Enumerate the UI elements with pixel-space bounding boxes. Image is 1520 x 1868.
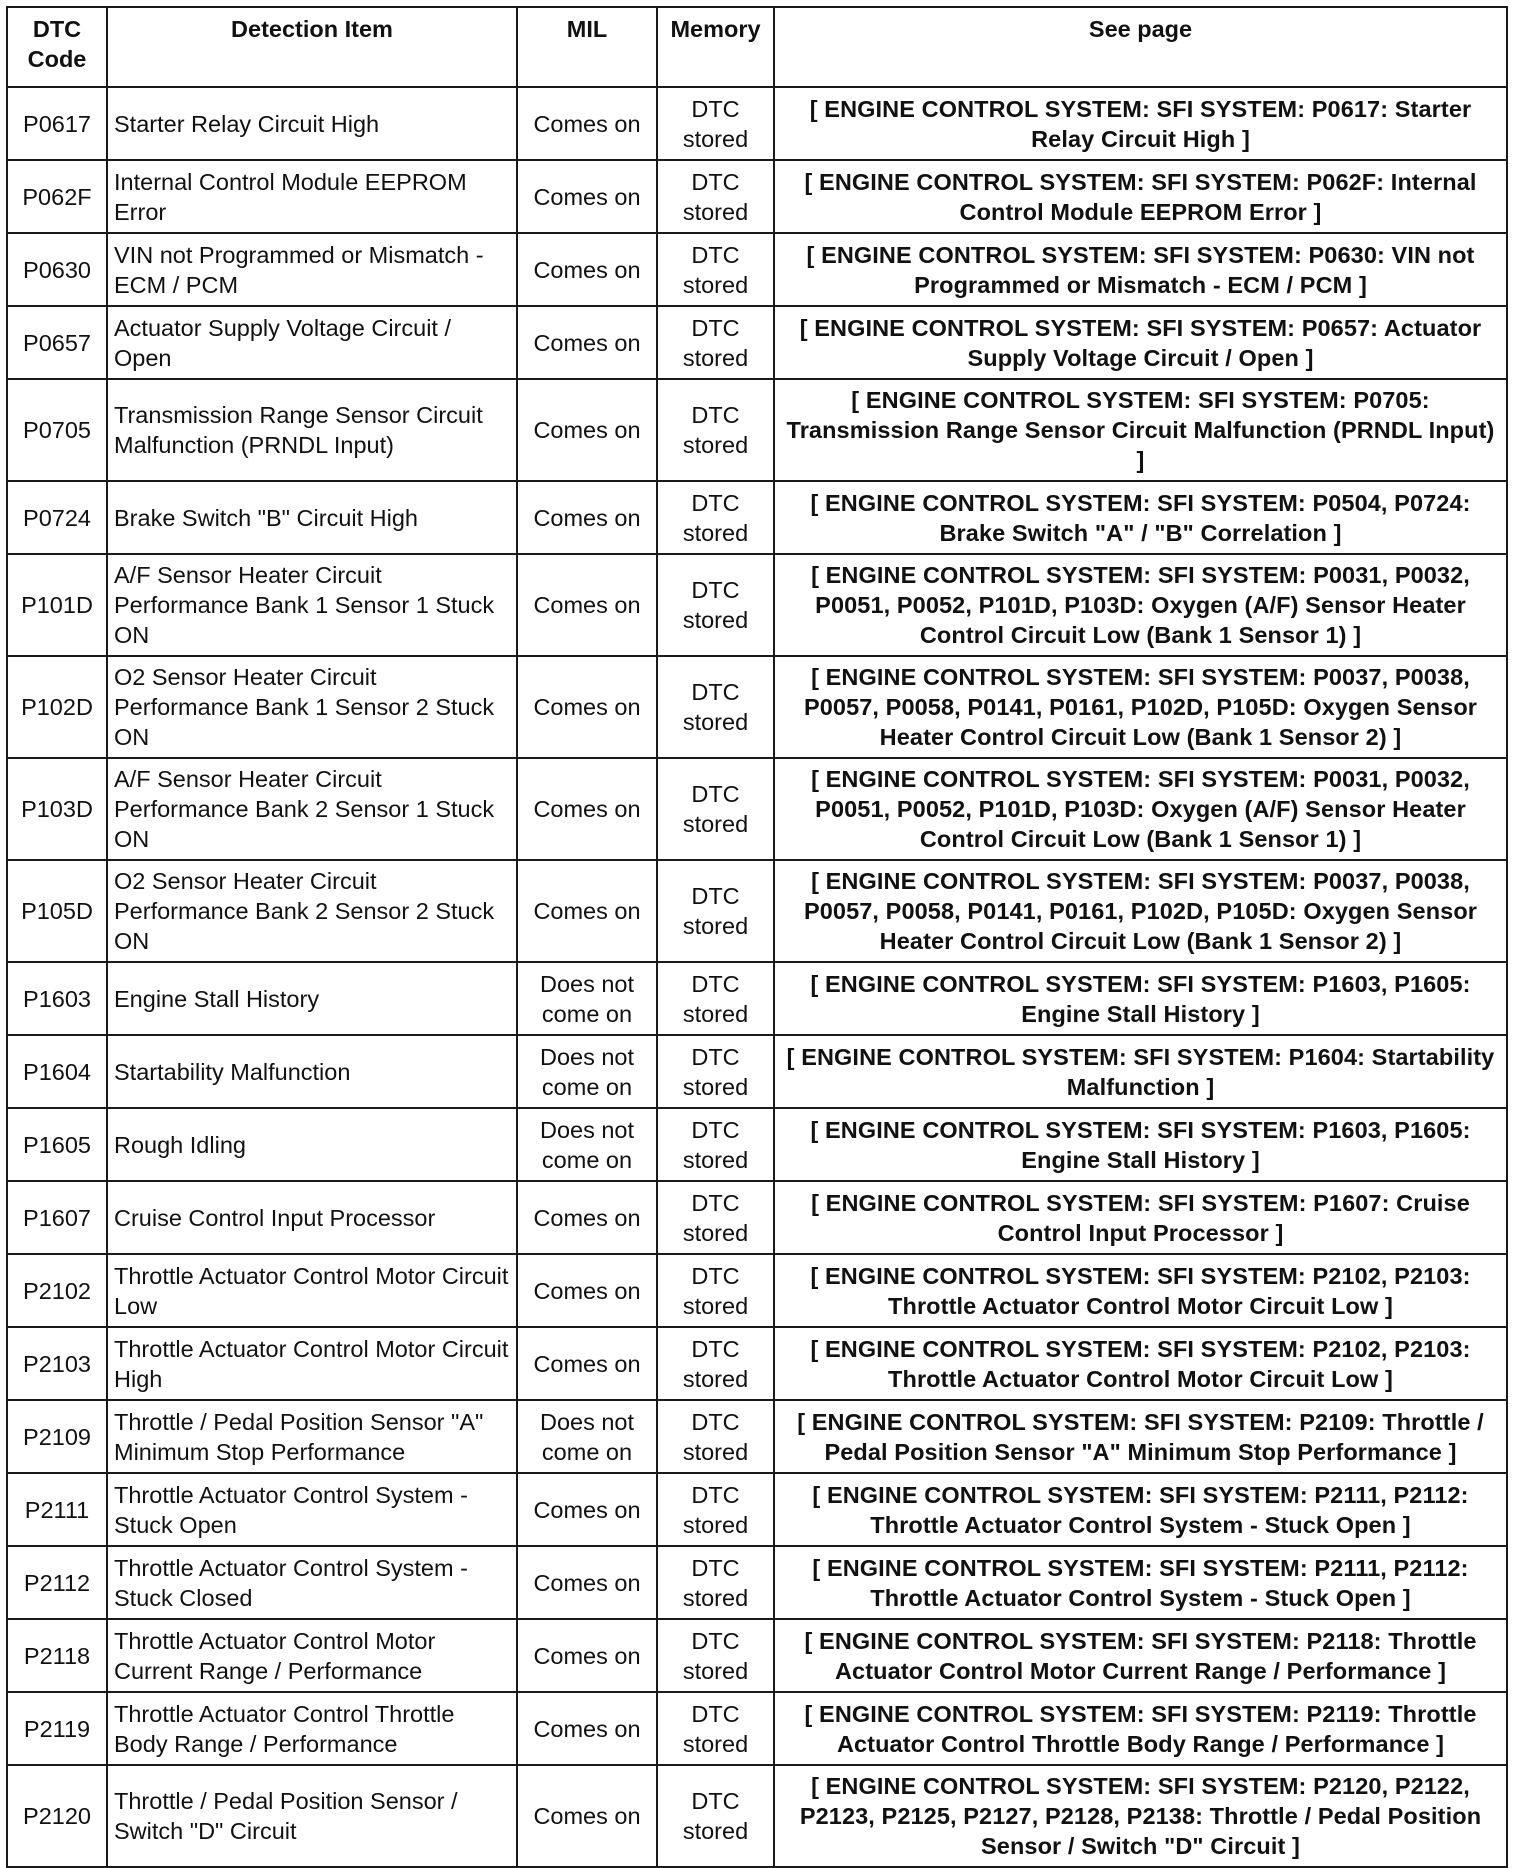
memory-cell: DTC stored [657,656,774,758]
table-row [7,306,1507,379]
table-row [7,1400,1507,1473]
memory-cell: DTC stored [657,554,774,656]
detection-item-cell: Startability Malfunction [107,1035,517,1108]
mil-cell: Does not come on [517,1400,657,1473]
header-mil: MIL [517,7,657,87]
memory-cell: DTC stored [657,1619,774,1692]
see-page-link[interactable]: [ ENGINE CONTROL SYSTEM: SFI SYSTEM: P0031, P0032, P0051, P0052, P101D, P103D: Oxygen (A/F) Sensor Heater Control Circuit Low (Bank 1 Sensor 1) ] [774,758,1507,860]
detection-item-cell: Throttle / Pedal Position Sensor "A" Minimum Stop Performance [107,1400,517,1473]
header-detection-item: Detection Item [107,7,517,87]
dtc-code-cell: P101D [7,554,107,656]
memory-cell: DTC stored [657,1108,774,1181]
see-page-link[interactable]: [ ENGINE CONTROL SYSTEM: SFI SYSTEM: P0504, P0724: Brake Switch "A" / "B" Correlation ] [774,481,1507,554]
dtc-code-cell: P062F [7,160,107,233]
detection-item-cell: VIN not Programmed or Mismatch - ECM / PCM [107,233,517,306]
dtc-code-cell: P102D [7,656,107,758]
mil-cell: Comes on [517,860,657,962]
table-row [7,554,1507,656]
see-page-link[interactable]: [ ENGINE CONTROL SYSTEM: SFI SYSTEM: P0037, P0038, P0057, P0058, P0141, P0161, P102D, P105D: Oxygen Sensor Heater Control Circuit Low (Bank 1 Sensor 2) ] [774,656,1507,758]
dtc-code-cell: P1603 [7,962,107,1035]
detection-item-cell: Throttle Actuator Control System - Stuck Open [107,1473,517,1546]
mil-cell: Comes on [517,1473,657,1546]
see-page-link[interactable]: [ ENGINE CONTROL SYSTEM: SFI SYSTEM: P1603, P1605: Engine Stall History ] [774,1108,1507,1181]
dtc-code-cell: P103D [7,758,107,860]
mil-cell: Comes on [517,1254,657,1327]
dtc-code-cell: P2119 [7,1692,107,1765]
dtc-code-cell: P2102 [7,1254,107,1327]
mil-cell: Comes on [517,554,657,656]
dtc-code-cell: P0724 [7,481,107,554]
mil-cell: Does not come on [517,962,657,1035]
dtc-code-cell: P2120 [7,1765,107,1867]
detection-item-cell: Rough Idling [107,1108,517,1181]
dtc-code-cell: P1607 [7,1181,107,1254]
dtc-code-cell: P2111 [7,1473,107,1546]
mil-cell: Does not come on [517,1108,657,1181]
memory-cell: DTC stored [657,1254,774,1327]
table-row [7,860,1507,962]
memory-cell: DTC stored [657,87,774,160]
detection-item-cell: Throttle / Pedal Position Sensor / Switch "D" Circuit [107,1765,517,1867]
memory-cell: DTC stored [657,1765,774,1867]
mil-cell: Comes on [517,1619,657,1692]
memory-cell: DTC stored [657,160,774,233]
detection-item-cell: Starter Relay Circuit High [107,87,517,160]
detection-item-cell: Brake Switch "B" Circuit High [107,481,517,554]
table-row [7,379,1507,481]
mil-cell: Comes on [517,758,657,860]
memory-cell: DTC stored [657,1327,774,1400]
header-memory: Memory [657,7,774,87]
table-row [7,233,1507,306]
header-see-page: See page [774,7,1507,87]
see-page-link[interactable]: [ ENGINE CONTROL SYSTEM: SFI SYSTEM: P062F: Internal Control Module EEPROM Error ] [774,160,1507,233]
memory-cell: DTC stored [657,1692,774,1765]
memory-cell: DTC stored [657,758,774,860]
mil-cell: Comes on [517,1546,657,1619]
detection-item-cell: Actuator Supply Voltage Circuit / Open [107,306,517,379]
table-row [7,1108,1507,1181]
detection-item-cell: Throttle Actuator Control Motor Circuit Low [107,1254,517,1327]
see-page-link[interactable]: [ ENGINE CONTROL SYSTEM: SFI SYSTEM: P1603, P1605: Engine Stall History ] [774,962,1507,1035]
see-page-link[interactable]: [ ENGINE CONTROL SYSTEM: SFI SYSTEM: P2102, P2103: Throttle Actuator Control Motor Circuit Low ] [774,1254,1507,1327]
detection-item-cell: Throttle Actuator Control Motor Current Range / Performance [107,1619,517,1692]
memory-cell: DTC stored [657,1181,774,1254]
dtc-code-cell: P0705 [7,379,107,481]
see-page-link[interactable]: [ ENGINE CONTROL SYSTEM: SFI SYSTEM: P1604: Startability Malfunction ] [774,1035,1507,1108]
mil-cell: Comes on [517,306,657,379]
see-page-link[interactable]: [ ENGINE CONTROL SYSTEM: SFI SYSTEM: P0617: Starter Relay Circuit High ] [774,87,1507,160]
memory-cell: DTC stored [657,233,774,306]
dtc-code-cell: P2118 [7,1619,107,1692]
table-row [7,160,1507,233]
see-page-link[interactable]: [ ENGINE CONTROL SYSTEM: SFI SYSTEM: P0037, P0038, P0057, P0058, P0141, P0161, P102D, P105D: Oxygen Sensor Heater Control Circuit Low (Bank 1 Sensor 2) ] [774,860,1507,962]
see-page-link[interactable]: [ ENGINE CONTROL SYSTEM: SFI SYSTEM: P2111, P2112: Throttle Actuator Control System - Stuck Open ] [774,1473,1507,1546]
table-row [7,1765,1507,1867]
see-page-link[interactable]: [ ENGINE CONTROL SYSTEM: SFI SYSTEM: P1607: Cruise Control Input Processor ] [774,1181,1507,1254]
dtc-code-cell: P1604 [7,1035,107,1108]
mil-cell: Comes on [517,1181,657,1254]
detection-item-cell: O2 Sensor Heater Circuit Performance Bank 2 Sensor 2 Stuck ON [107,860,517,962]
table-row [7,1327,1507,1400]
dtc-code-cell: P2112 [7,1546,107,1619]
memory-cell: DTC stored [657,1473,774,1546]
mil-cell: Comes on [517,1327,657,1400]
mil-cell: Comes on [517,1765,657,1867]
memory-cell: DTC stored [657,962,774,1035]
table-row [7,1546,1507,1619]
mil-cell: Comes on [517,1692,657,1765]
detection-item-cell: O2 Sensor Heater Circuit Performance Bank 1 Sensor 2 Stuck ON [107,656,517,758]
detection-item-cell: Throttle Actuator Control Motor Circuit High [107,1327,517,1400]
dtc-code-cell: P0617 [7,87,107,160]
detection-item-cell: Throttle Actuator Control System - Stuck Closed [107,1546,517,1619]
dtc-code-cell: P105D [7,860,107,962]
header-dtc-code: DTC Code [7,7,107,87]
dtc-table-container [6,6,1506,1859]
table-row [7,1692,1507,1765]
mil-cell: Comes on [517,481,657,554]
see-page-link[interactable]: [ ENGINE CONTROL SYSTEM: SFI SYSTEM: P2109: Throttle / Pedal Position Sensor "A" Minimum Stop Performance ] [774,1400,1507,1473]
see-page-link[interactable]: [ ENGINE CONTROL SYSTEM: SFI SYSTEM: P0031, P0032, P0051, P0052, P101D, P103D: Oxygen (A/F) Sensor Heater Control Circuit Low (Bank 1 Sensor 1) ] [774,554,1507,656]
memory-cell: DTC stored [657,379,774,481]
detection-item-cell: A/F Sensor Heater Circuit Performance Bank 2 Sensor 1 Stuck ON [107,758,517,860]
see-page-link[interactable]: [ ENGINE CONTROL SYSTEM: SFI SYSTEM: P2118: Throttle Actuator Control Motor Current Range / Performance ] [774,1619,1507,1692]
memory-cell: DTC stored [657,1035,774,1108]
table-row [7,1035,1507,1108]
mil-cell: Comes on [517,233,657,306]
table-row [7,656,1507,758]
mil-cell: Does not come on [517,1035,657,1108]
mil-cell: Comes on [517,379,657,481]
see-page-link[interactable]: [ ENGINE CONTROL SYSTEM: SFI SYSTEM: P0630: VIN not Programmed or Mismatch - ECM / PCM ] [774,233,1507,306]
see-page-link[interactable]: [ ENGINE CONTROL SYSTEM: SFI SYSTEM: P2119: Throttle Actuator Control Throttle Body Range / Performance ] [774,1692,1507,1765]
table-row [7,1181,1507,1254]
see-page-link[interactable]: [ ENGINE CONTROL SYSTEM: SFI SYSTEM: P0705: Transmission Range Sensor Circuit Malfunction (PRNDL Input) ] [774,379,1507,481]
detection-item-cell: Engine Stall History [107,962,517,1035]
dtc-code-cell: P2109 [7,1400,107,1473]
see-page-link[interactable]: [ ENGINE CONTROL SYSTEM: SFI SYSTEM: P2120, P2122, P2123, P2125, P2127, P2128, P2138: Throttle / Pedal Position Sensor / Switch "D" Circuit ] [774,1765,1507,1867]
table-row [7,1473,1507,1546]
memory-cell: DTC stored [657,481,774,554]
memory-cell: DTC stored [657,1400,774,1473]
mil-cell: Comes on [517,160,657,233]
detection-item-cell: Cruise Control Input Processor [107,1181,517,1254]
table-header-row [7,7,1507,87]
memory-cell: DTC stored [657,1546,774,1619]
memory-cell: DTC stored [657,860,774,962]
table-row [7,758,1507,860]
see-page-link[interactable]: [ ENGINE CONTROL SYSTEM: SFI SYSTEM: P0657: Actuator Supply Voltage Circuit / Open ] [774,306,1507,379]
detection-item-cell: A/F Sensor Heater Circuit Performance Bank 1 Sensor 1 Stuck ON [107,554,517,656]
see-page-link[interactable]: [ ENGINE CONTROL SYSTEM: SFI SYSTEM: P2102, P2103: Throttle Actuator Control Motor Circuit Low ] [774,1327,1507,1400]
detection-item-cell: Internal Control Module EEPROM Error [107,160,517,233]
memory-cell: DTC stored [657,306,774,379]
dtc-table [6,6,1508,1868]
table-row [7,1619,1507,1692]
mil-cell: Comes on [517,656,657,758]
dtc-code-cell: P0630 [7,233,107,306]
detection-item-cell: Transmission Range Sensor Circuit Malfunction (PRNDL Input) [107,379,517,481]
table-row [7,962,1507,1035]
table-row [7,87,1507,160]
dtc-code-cell: P2103 [7,1327,107,1400]
table-row [7,481,1507,554]
dtc-code-cell: P0657 [7,306,107,379]
mil-cell: Comes on [517,87,657,160]
dtc-code-cell: P1605 [7,1108,107,1181]
see-page-link[interactable]: [ ENGINE CONTROL SYSTEM: SFI SYSTEM: P2111, P2112: Throttle Actuator Control System - Stuck Open ] [774,1546,1507,1619]
detection-item-cell: Throttle Actuator Control Throttle Body Range / Performance [107,1692,517,1765]
table-row [7,1254,1507,1327]
